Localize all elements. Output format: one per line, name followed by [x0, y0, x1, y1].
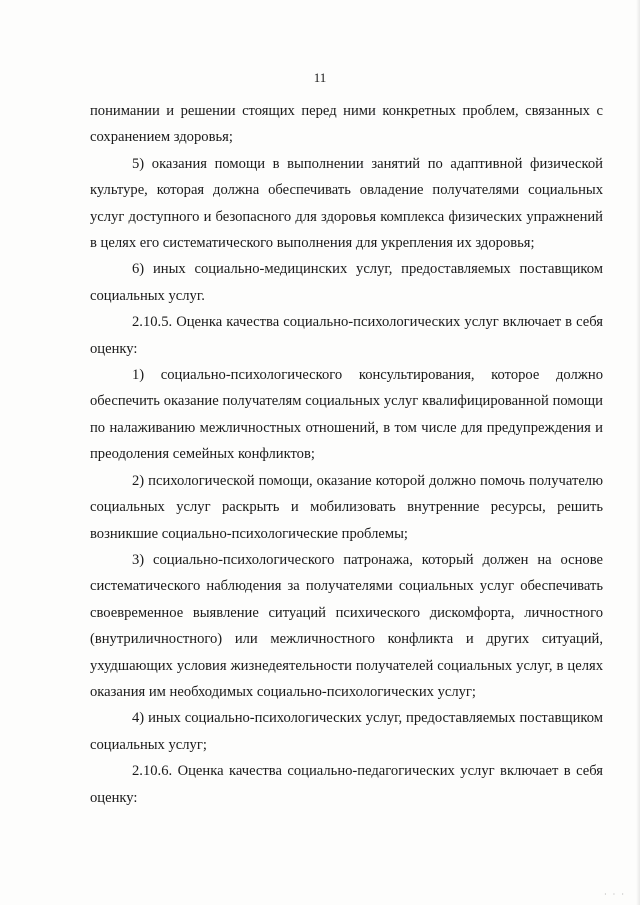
paragraph-item-5: 5) оказания помощи в выполнении занятий по адаптивной физической культуре, которая должна обеспечивать овладение получателями социальных услуг доступного и безопасного для здоровья комплекса физических упражнений в целях его систематического выполнения для укрепления их здоровья; — [90, 155, 603, 252]
document-body — [90, 98, 603, 811]
paragraph-psych-item-3: 3) социально-психологического патронажа, который должен на основе систематического наблюдения за получателями социальных услуг обеспечивать своевременное выявление ситуаций психического дискомфорта, личностного (внутриличностного) или межличностного конфликта и других ситуаций, ухудшающих условия жизнедеятельности получателей социальных услуг, в целях оказания им необходимых социально-психологических услуг; — [90, 551, 603, 700]
paragraph-section-2-10-6: 2.10.6. Оценка качества социально-педагогических услуг включает в себя оценку: — [90, 763, 603, 806]
paragraph-section-2-10-5: 2.10.5. Оценка качества социально-психологических услуг включает в себя оценку: — [90, 314, 603, 357]
page-number: 11 — [313, 70, 327, 85]
scan-artifact-dots: · · · — [604, 890, 626, 899]
paragraph-psych-item-1: 1) социально-психологического консультирования, которое должно обеспечить оказание получателям социальных услуг квалифицированной помощи по налаживанию межличностных отношений, в том числе для предупреждения и преодоления семейных конфликтов; — [90, 367, 603, 463]
paragraph-continuation: понимании и решении стоящих перед ними конкретных проблем, связанных с сохранением здоровья; — [90, 103, 603, 146]
scan-edge-shadow — [636, 0, 640, 905]
paragraph-psych-item-2: 2) психологической помощи, оказание которой должно помочь получателю социальных услуг раскрыть и мобилизовать внутренние ресурсы, решить возникшие социально-психологические проблемы; — [90, 472, 603, 542]
paragraph-item-6: 6) иных социально-медицинских услуг, предоставляемых поставщиком социальных услуг. — [90, 261, 603, 304]
paragraph-psych-item-4: 4) иных социально-психологических услуг, предоставляемых поставщиком социальных услуг; — [90, 710, 603, 753]
